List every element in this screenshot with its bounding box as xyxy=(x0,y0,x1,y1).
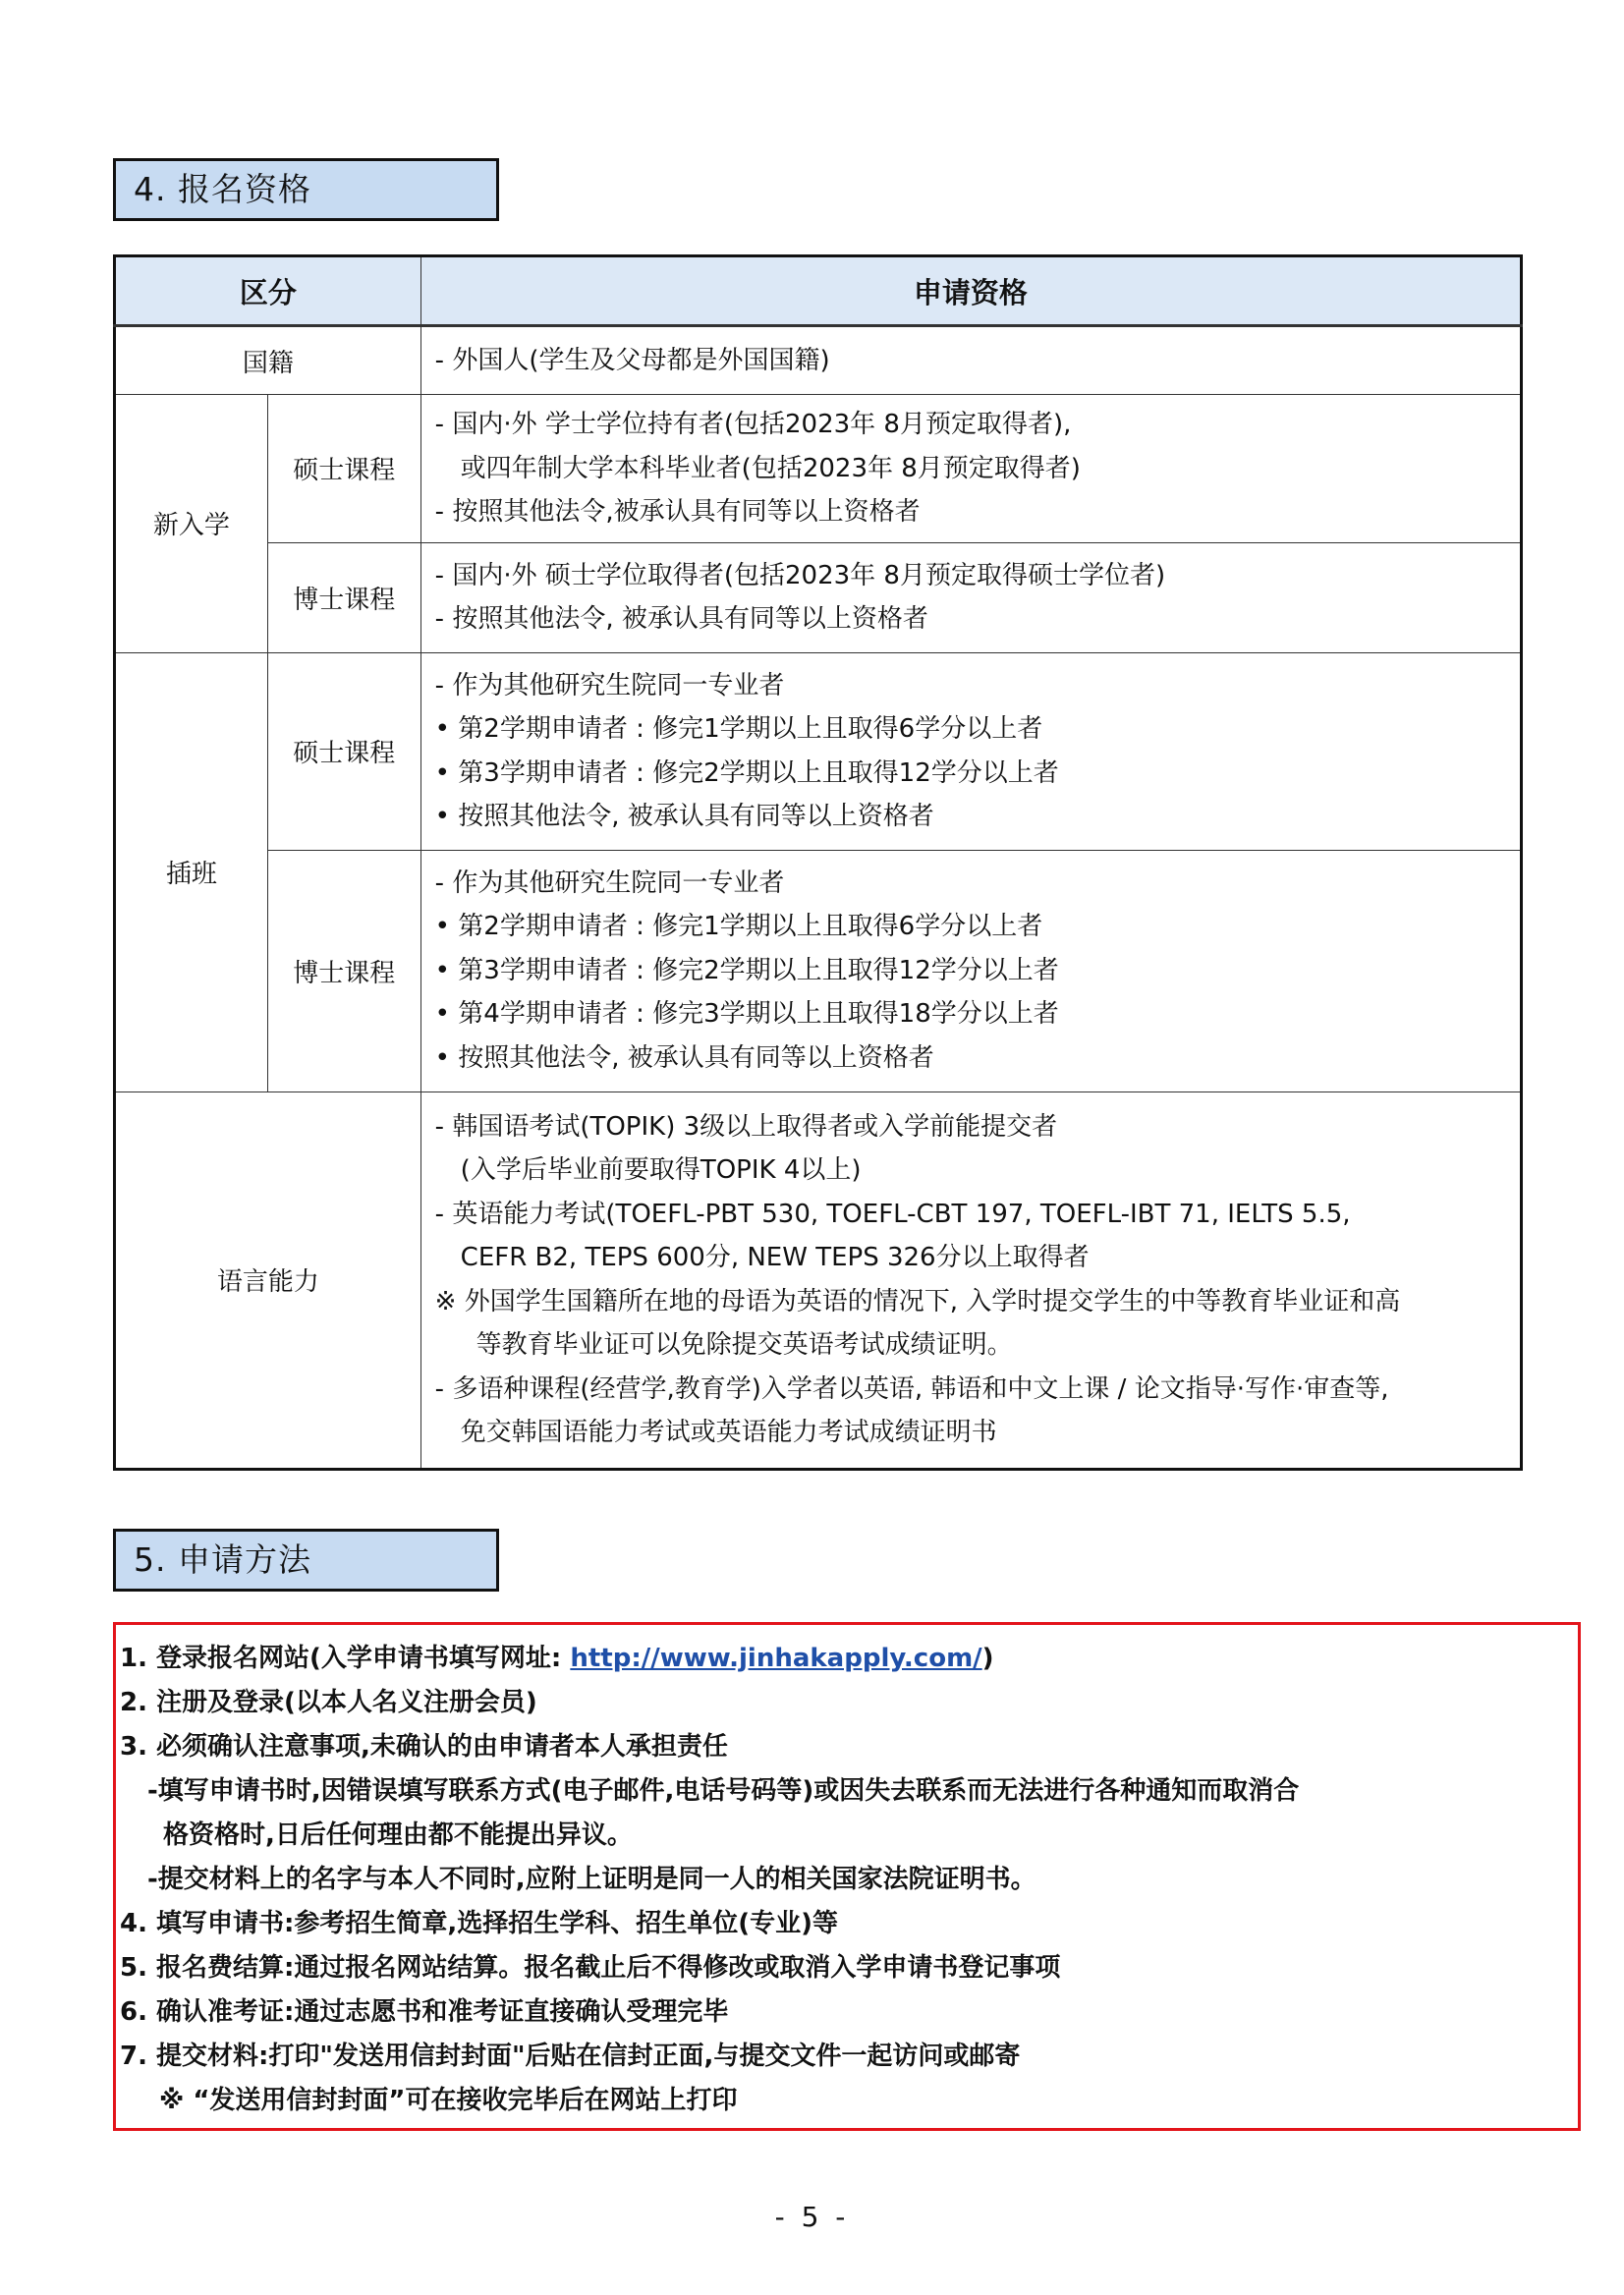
section-4-title: 4. 报名资格 xyxy=(113,158,499,221)
row-new-master xyxy=(115,395,1522,543)
text-line: - 作为其他研究生院同一专业者 xyxy=(434,670,785,700)
text-line: - 韩国语考试(TOPIK) 3级以上取得者或入学前能提交者 xyxy=(434,1111,1058,1142)
text-line: • 按照其他法令, 被承认具有同等以上资格者 xyxy=(434,802,934,831)
text-line: (入学后毕业前要取得TOPIK 4以上) xyxy=(460,1155,862,1185)
text-line: • 按照其他法令, 被承认具有同等以上资格者 xyxy=(434,1042,934,1073)
row-new-doctor xyxy=(115,542,1522,652)
text-line: • 第2学期申请者 : 修完1学期以上且取得6学分以上者 xyxy=(434,912,1043,942)
transfer-master-content xyxy=(420,652,1521,850)
label-language: 语言能力 xyxy=(115,1092,421,1469)
text-line: - 英语能力考试(TOEFL-PBT 530, TOEFL-CBT 197, TOEFL-IBT 71, IELTS 5.5, xyxy=(434,1199,1351,1229)
text-line: - 外国人(学生及父母都是外国国籍) xyxy=(434,345,830,375)
method-step-3-detail: -填写申请书时,因错误填写联系方式(电子邮件,电话号码等)或因失去联系而无法进行各种通知而取消合 xyxy=(147,1776,1300,1806)
section-5-title: 5. 申请方法 xyxy=(113,1529,499,1592)
method-step-3-detail: -提交材料上的名字与本人不同时,应附上证明是同一人的相关国家法院证明书。 xyxy=(147,1865,1036,1894)
text-line: - 多语种课程(经营学,教育学)入学者以英语, 韩语和中文上课 / 论文指导·写作·审查等, xyxy=(434,1373,1389,1404)
label-nationality: 国籍 xyxy=(115,326,421,395)
text-line: - 国内·外 学士学位持有者(包括2023年 8月预定取得者), xyxy=(434,410,1072,439)
text-line: 或四年制大学本科毕业者(包括2023年 8月预定取得者) xyxy=(460,453,1081,483)
apply-website-link[interactable]: http://www.jinhakapply.com/ xyxy=(570,1644,982,1673)
page-number: - 5 - xyxy=(774,2201,850,2233)
method-step-3: 3. 必须确认注意事项,未确认的由申请者本人承担责任 xyxy=(120,1732,728,1762)
qualification-table xyxy=(113,254,1523,1471)
method-step-6: 6. 确认准考证:通过志愿书和准考证直接确认受理完毕 xyxy=(120,1997,729,2027)
method-step-4: 4. 填写申请书:参考招生简章,选择招生学科、招生单位(专业)等 xyxy=(120,1909,839,1938)
text-line: • 第3学期申请者 : 修完2学期以上且取得12学分以上者 xyxy=(434,757,1059,788)
text-line: - 按照其他法令, 被承认具有同等以上资格者 xyxy=(434,604,928,634)
label-transfer: 插班 xyxy=(115,652,268,1092)
label-new-admission: 新入学 xyxy=(115,395,268,653)
method-step-7: 7. 提交材料:打印"发送用信封封面"后贴在信封正面,与提交文件一起访问或邮寄 xyxy=(120,2042,1021,2071)
text-line: • 第4学期申请者 : 修完3学期以上且取得18学分以上者 xyxy=(434,999,1059,1030)
text-line: • 第3学期申请者 : 修完2学期以上且取得12学分以上者 xyxy=(434,955,1059,985)
text-line: CEFR B2, TEPS 600分, NEW TEPS 326分以上取得者 xyxy=(460,1243,1090,1272)
label-new-master: 硕士课程 xyxy=(267,395,420,543)
text-line: - 国内·外 硕士学位取得者(包括2023年 8月预定取得硕士学位者) xyxy=(434,560,1166,590)
method-step-1 xyxy=(120,1637,1578,1681)
nationality-content xyxy=(420,326,1521,395)
label-transfer-doctor: 博士课程 xyxy=(267,850,420,1092)
row-nationality xyxy=(115,326,1522,395)
text-line: 等教育毕业证可以免除提交英语考试成绩证明。 xyxy=(476,1330,1013,1360)
new-master-content xyxy=(420,395,1521,543)
text-line: 免交韩国语能力考试或英语能力考试成绩证明书 xyxy=(460,1418,997,1447)
header-qualification: 申请资格 xyxy=(420,256,1521,326)
method-step-5: 5. 报名费结算:通过报名网站结算。报名截止后不得修改或取消入学申请书登记事项 xyxy=(120,1953,1061,1983)
text-line: • 第2学期申请者 : 修完1学期以上且取得6学分以上者 xyxy=(434,714,1043,744)
text-line: - 按照其他法令,被承认具有同等以上资格者 xyxy=(434,497,921,527)
language-content xyxy=(420,1092,1521,1469)
header-category: 区分 xyxy=(115,256,421,326)
row-language xyxy=(115,1092,1522,1469)
table-header-row xyxy=(115,256,1522,326)
label-transfer-master: 硕士课程 xyxy=(267,652,420,850)
application-method-box xyxy=(113,1622,1581,2131)
row-transfer-doctor xyxy=(115,850,1522,1092)
step-1-text: 1. 登录报名网站(入学申请书填写网址: xyxy=(120,1644,571,1673)
step-1-suffix: ) xyxy=(981,1644,994,1673)
transfer-doctor-content xyxy=(420,850,1521,1092)
row-transfer-master xyxy=(115,652,1522,850)
label-new-doctor: 博士课程 xyxy=(267,542,420,652)
method-step-2: 2. 注册及登录(以本人名义注册会员) xyxy=(120,1688,537,1717)
new-doctor-content xyxy=(420,542,1521,652)
text-line: - 作为其他研究生院同一专业者 xyxy=(434,868,785,898)
method-step-3-detail: 格资格时,日后任何理由都不能提出异议。 xyxy=(163,1820,633,1850)
text-line: ※ 外国学生国籍所在地的母语为英语的情况下, 入学时提交学生的中等教育毕业证和高 xyxy=(434,1286,1401,1316)
method-note: ※ “发送用信封封面”可在接收完毕后在网站上打印 xyxy=(159,2086,738,2115)
